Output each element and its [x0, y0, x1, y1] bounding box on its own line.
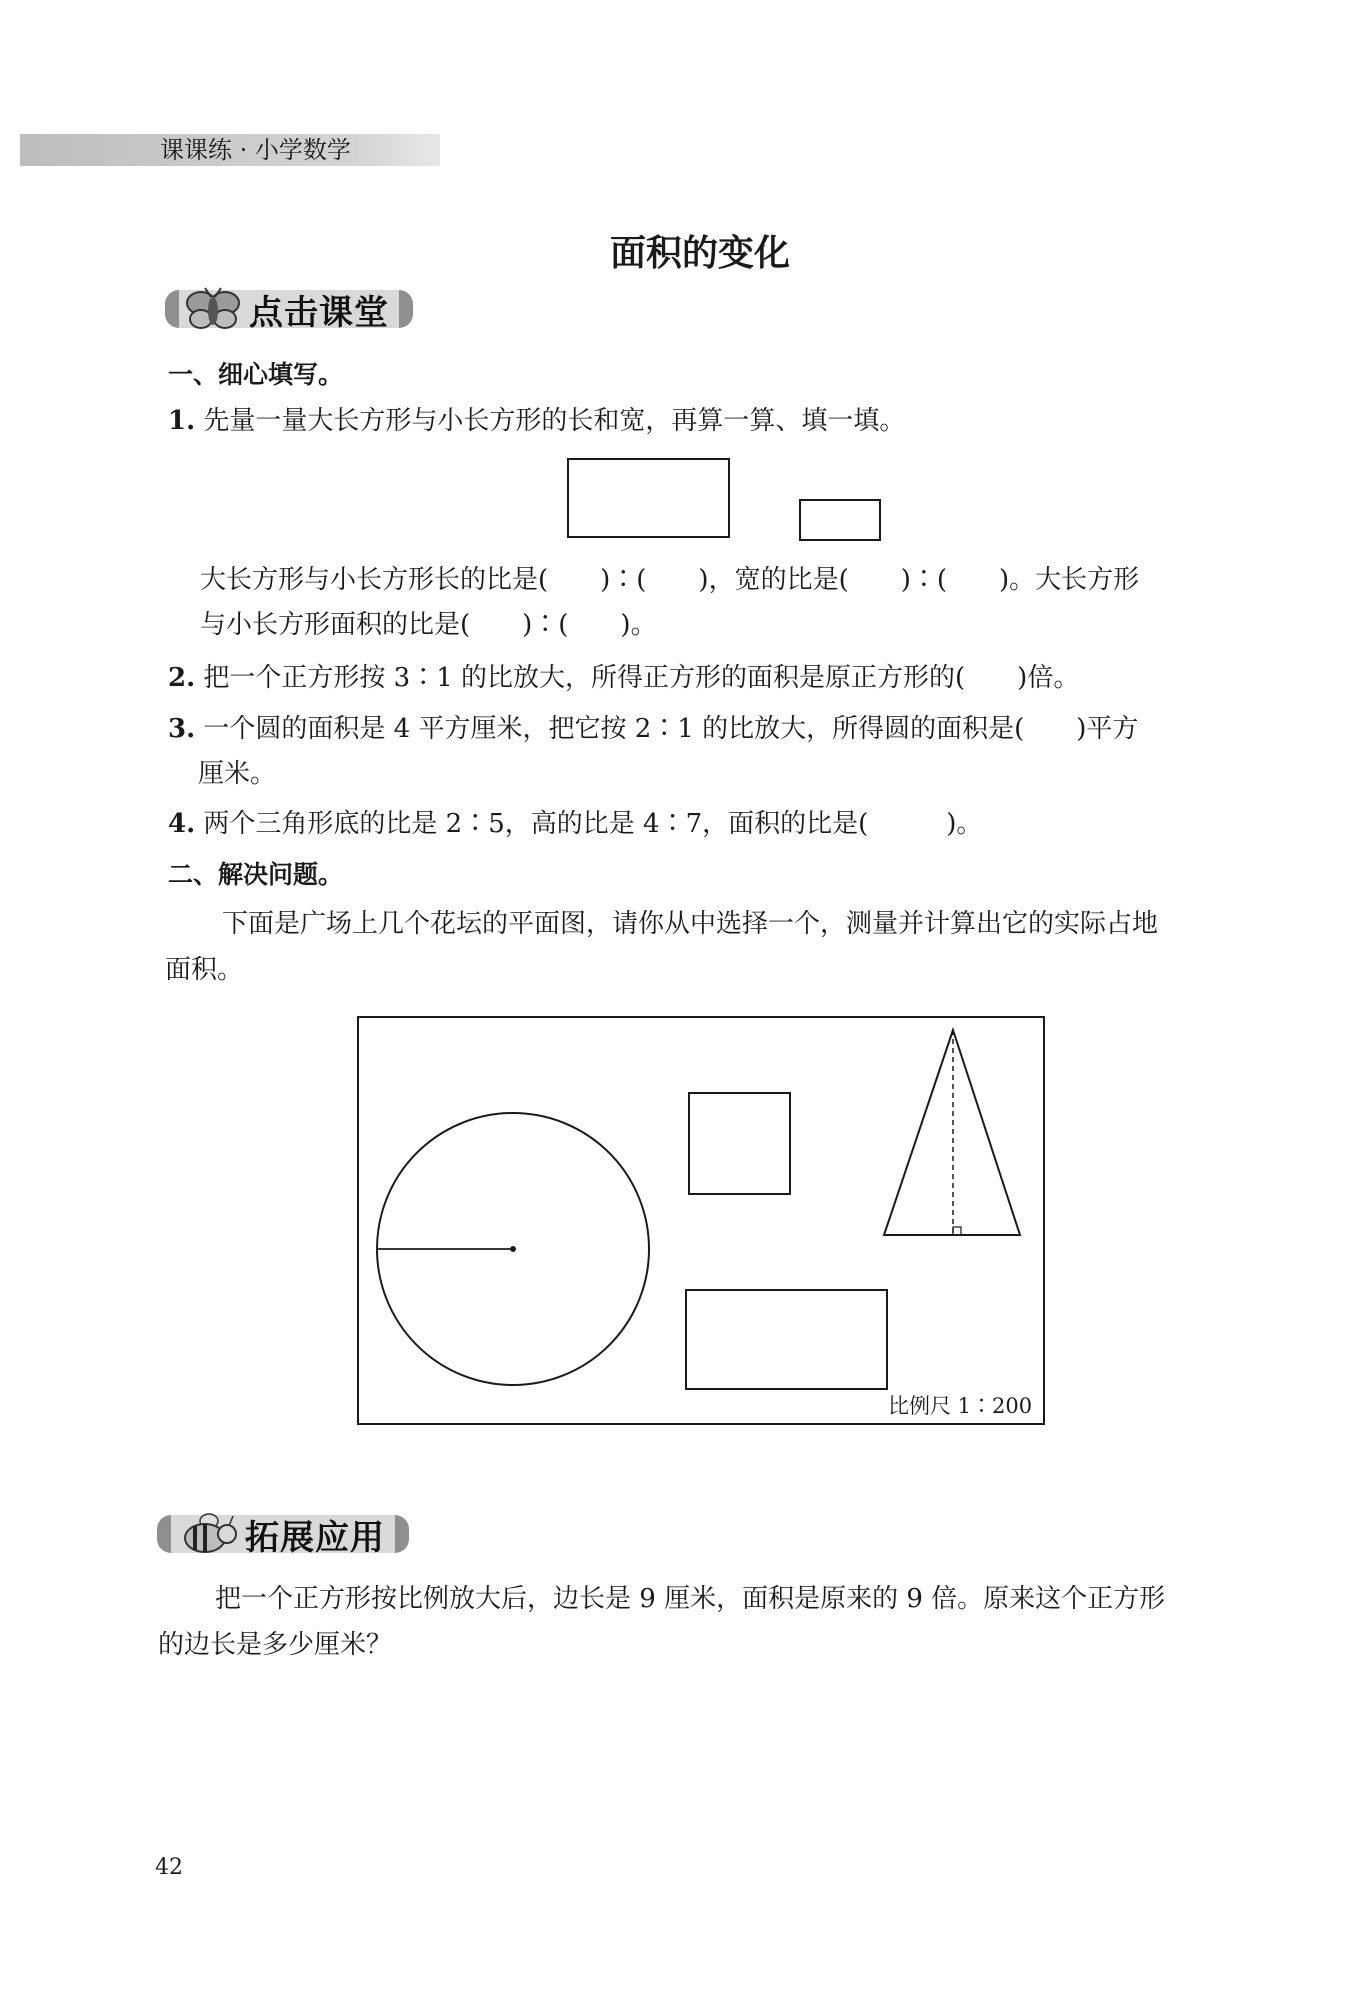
part2-heading: 二、解决问题。 [168, 860, 344, 889]
section-label: 拓展应用 [245, 1517, 385, 1558]
badge-body [179, 290, 399, 333]
question-4 [168, 807, 982, 841]
question-number: 1. [168, 406, 196, 436]
part2-text-line-1: 下面是广场上几个花坛的平面图，请你从中选择一个，测量并计算出它的实际占地 [222, 909, 1159, 939]
rectangular-flower-bed [686, 1290, 887, 1389]
question-text: 先量一量大长方形与小长方形的长和宽，再算一算、填一填。 [203, 406, 906, 436]
small-rectangle [800, 500, 880, 540]
badge-body [171, 1515, 395, 1558]
extension-text-line-2: 的边长是多少厘米？ [158, 1630, 393, 1660]
question-2 [168, 661, 1079, 695]
question-1 [168, 404, 905, 438]
badge-right-cap [399, 290, 413, 328]
right-angle-mark [953, 1227, 961, 1235]
section-label: 点击课堂 [249, 292, 389, 333]
page-title: 面积的变化 [609, 233, 790, 274]
square-flower-bed [689, 1093, 790, 1194]
bee-icon [175, 1512, 239, 1556]
section-badge-classroom [165, 285, 413, 333]
q1-fill-line-1: 大长方形与小长方形长的比是( )∶( )，宽的比是( )∶( )。大长方形 [200, 565, 1140, 595]
triangular-flower-bed [884, 1030, 1020, 1235]
question-number: 4. [168, 809, 196, 839]
part2-text-line-2: 面积。 [165, 955, 244, 985]
question-number: 2. [168, 663, 196, 693]
question-text: 把一个正方形按 3∶1 的比放大，所得正方形的面积是原正方形的( )倍。 [203, 663, 1080, 693]
section-badge-extension [157, 1510, 409, 1558]
circle-center [510, 1246, 516, 1252]
butterfly-icon [183, 287, 243, 331]
badge-left-cap [165, 290, 179, 328]
question-text: 一个圆的面积是 4 平方厘米，把它按 2∶1 的比放大，所得圆的面积是( )平方 [203, 714, 1139, 744]
part1-heading: 一、细心填写。 [168, 360, 344, 389]
plan-frame [358, 1017, 1044, 1424]
question-number: 3. [168, 714, 196, 744]
large-rectangle [568, 459, 729, 537]
badge-left-cap [157, 1515, 171, 1553]
circular-flower-bed [377, 1113, 649, 1385]
book-series-label: 课课练 · 小学数学 [160, 136, 351, 164]
q1-fill-line-2: 与小长方形面积的比是( )∶( )。 [200, 610, 657, 640]
badge-right-cap [395, 1515, 409, 1553]
question-3 [168, 712, 1138, 746]
question-3-cont: 厘米。 [198, 759, 277, 789]
scale-label: 比例尺 1∶200 [888, 1394, 1033, 1418]
question-text: 两个三角形底的比是 2∶5，高的比是 4∶7，面积的比是( )。 [203, 809, 983, 839]
page-number: 42 [155, 1855, 183, 1880]
extension-text-line-1: 把一个正方形按比例放大后，边长是 9 厘米，面积是原来的 9 倍。原来这个正方形 [215, 1584, 1166, 1614]
